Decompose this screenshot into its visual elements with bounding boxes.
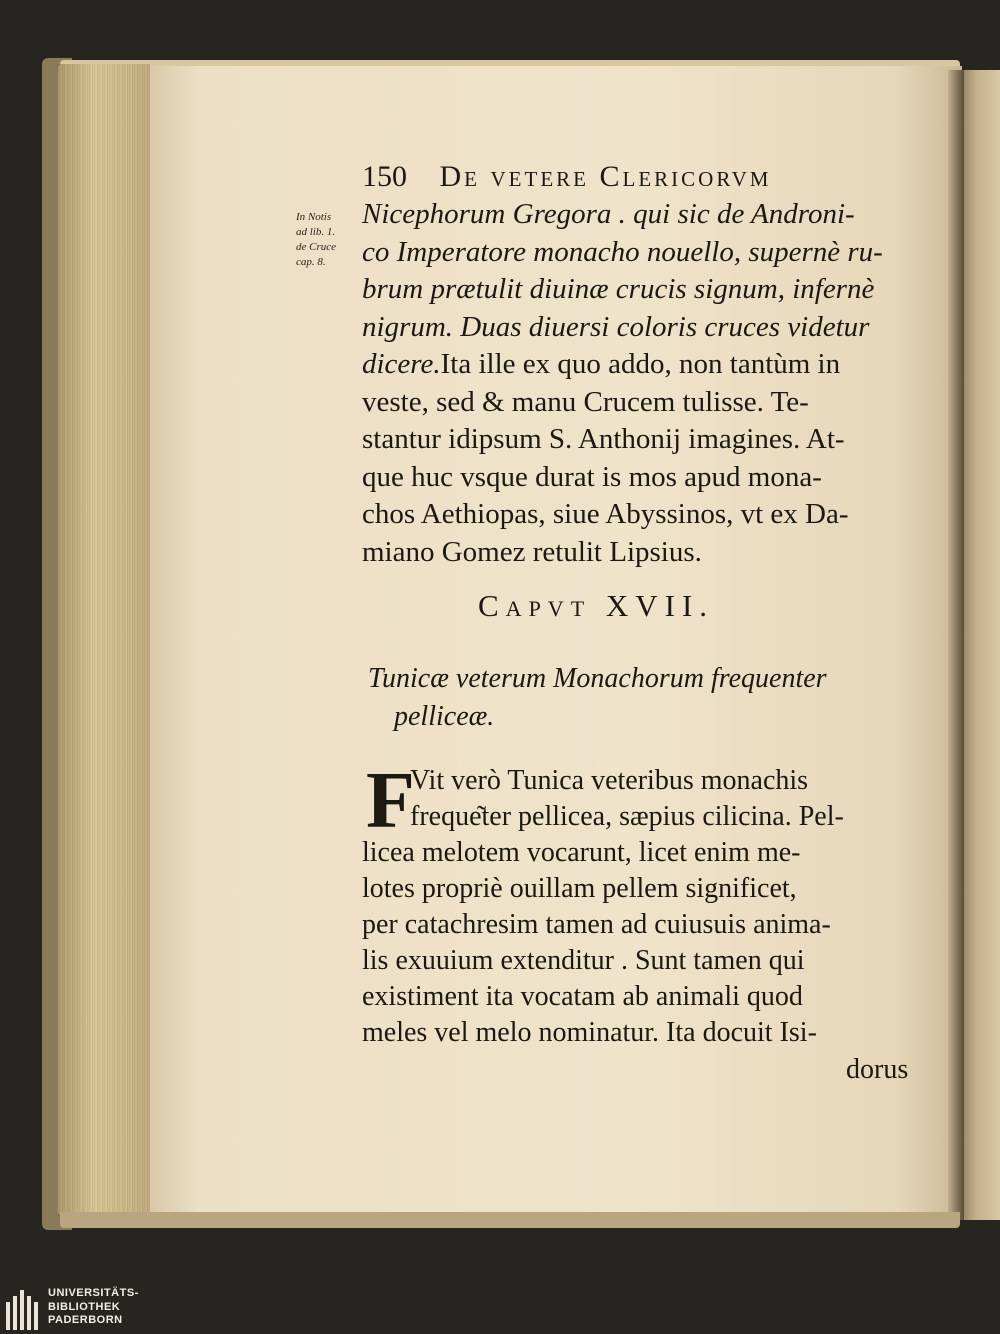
text-line: lotes propriè ouillam pellem significet,: [362, 873, 797, 904]
catchword: dorus: [846, 1054, 909, 1085]
book-gutter: [948, 70, 964, 1220]
text-line: Nicephorum Gregora . qui sic de Androni-: [362, 198, 855, 230]
text-line: brum prætulit diuinæ crucis signum, infernè: [362, 273, 875, 305]
text-line: dicere.Ita ille ex quo addo, non tantùm in: [362, 348, 841, 380]
text-line: Vit verò Tunica veteribus monachis: [410, 765, 809, 796]
text-line: lis exuuium extenditur . Sunt tamen qui: [362, 945, 805, 976]
text-line: miano Gomez retulit Lipsius.: [362, 535, 702, 568]
body-text-top: [362, 196, 896, 571]
text-line: stantur idipsum S. Anthonij imagines. At-: [362, 423, 845, 455]
margin-note-line: In Notis: [296, 211, 332, 223]
margin-note-line: cap. 8.: [296, 256, 326, 268]
chapter-paragraph: [362, 757, 896, 1051]
library-name-line: PADERBORN: [48, 1314, 123, 1326]
running-title: De vetere Clericorvm: [439, 160, 772, 193]
text-line: per catachresim tamen ad cuiusuis anima-: [362, 909, 831, 940]
page-bottom-edge: [60, 1212, 960, 1228]
chapter-heading: Capvt XVII.: [478, 588, 715, 623]
page-block-edges: [58, 64, 150, 1216]
library-logo-icon: [6, 1290, 44, 1330]
library-name-line: BIBLIOTHEK: [48, 1300, 121, 1313]
facing-page-edge: [960, 70, 1000, 1220]
chapter-subtitle-line2: pelliceæ.: [394, 701, 495, 732]
chapter-subtitle-line1: Tunicæ veterum Monachorum frequenter: [368, 663, 827, 694]
library-name-line: UNIVERSITÄTS-: [48, 1287, 139, 1299]
chapter-subtitle: [368, 660, 896, 736]
text-line: licea melotem vocarunt, licet enim me-: [362, 837, 801, 868]
text-line: que huc vsque durat is mos apud mona-: [362, 460, 822, 493]
text-line: freque͂ter pellicea, sæpius cilicina. Pel-: [410, 801, 844, 832]
drop-cap: F: [366, 757, 415, 845]
text-line: existiment ita vocatam ab animali quod: [362, 981, 803, 1012]
running-header: [362, 160, 771, 194]
text-line: nigrum. Duas diuersi coloris cruces videtur: [362, 310, 870, 343]
text-line: veste, sed & manu Crucem tulisse. Te-: [362, 385, 809, 418]
text-line: meles vel melo nominatur. Ita docuit Isi-: [362, 1017, 817, 1048]
text-line: chos Aethiopas, siue Abyssinos, vt ex Da-: [362, 498, 849, 530]
margin-note-line: de Cruce: [296, 241, 337, 253]
library-name: [48, 1287, 139, 1328]
margin-note: [296, 210, 336, 270]
margin-note-line: ad lib. 1.: [296, 226, 336, 238]
text-line: co Imperatore monacho nouello, supernè ru-: [362, 235, 883, 268]
library-footer: [0, 1284, 1000, 1334]
page-number: 150: [362, 160, 407, 193]
